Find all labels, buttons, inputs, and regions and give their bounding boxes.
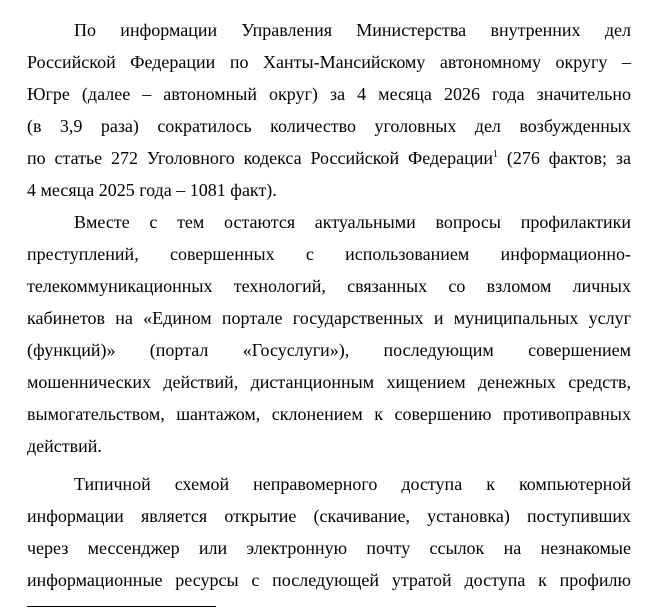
text-line: (в 3,9 раза) сократилось количество уголовных дел возбужденных: [27, 116, 631, 136]
paragraph-3: [27, 468, 631, 596]
footnote-reference[interactable]: 1: [493, 149, 499, 160]
text-line: Вместе с тем остаются актуальными вопросы профилактики: [74, 212, 631, 232]
paragraph-2: [27, 206, 631, 462]
text-line: кабинетов на «Едином портале государственных и муниципальных услуг: [27, 308, 631, 328]
text-line: вымогательством, шантажом, склонением к совершению противоправных: [27, 404, 631, 424]
text-line: действий.: [27, 436, 102, 456]
text-line: преступлений, совершенных с использованием информационно-: [27, 244, 631, 264]
text-line: Югре (далее – автономный округ) за 4 месяца 2026 года значительно: [27, 84, 631, 104]
text-line: информации является открытие (скачивание, установка) поступивших: [27, 506, 631, 526]
text-line: Типичной схемой неправомерного доступа к компьютерной: [74, 474, 631, 494]
footnote-separator: [27, 606, 216, 607]
text-segment: по статье 272 Уголовного кодекса Российской Федерации: [27, 148, 494, 168]
text-segment: (276 фактов; за: [498, 148, 631, 168]
text-line: телекоммуникационных технологий, связанных со взломом личных: [27, 276, 631, 296]
text-line: 4 месяца 2025 года – 1081 факт).: [27, 180, 277, 200]
text-line: [27, 142, 631, 174]
paragraph-1: [27, 14, 631, 206]
text-line: (функций)» (портал «Госуслуги»), последующим совершением: [27, 340, 631, 360]
document-page: [27, 14, 631, 596]
text-line: мошеннических действий, дистанционным хищением денежных средств,: [27, 372, 631, 392]
text-line: По информации Управления Министерства внутренних дел: [74, 20, 631, 40]
text-line: Российской Федерации по Ханты-Мансийскому автономному округу –: [27, 52, 631, 72]
text-line: через мессенджер или электронную почту ссылок на незнакомые: [27, 538, 631, 558]
text-line: информационные ресурсы с последующей утратой доступа к профилю: [27, 570, 631, 590]
